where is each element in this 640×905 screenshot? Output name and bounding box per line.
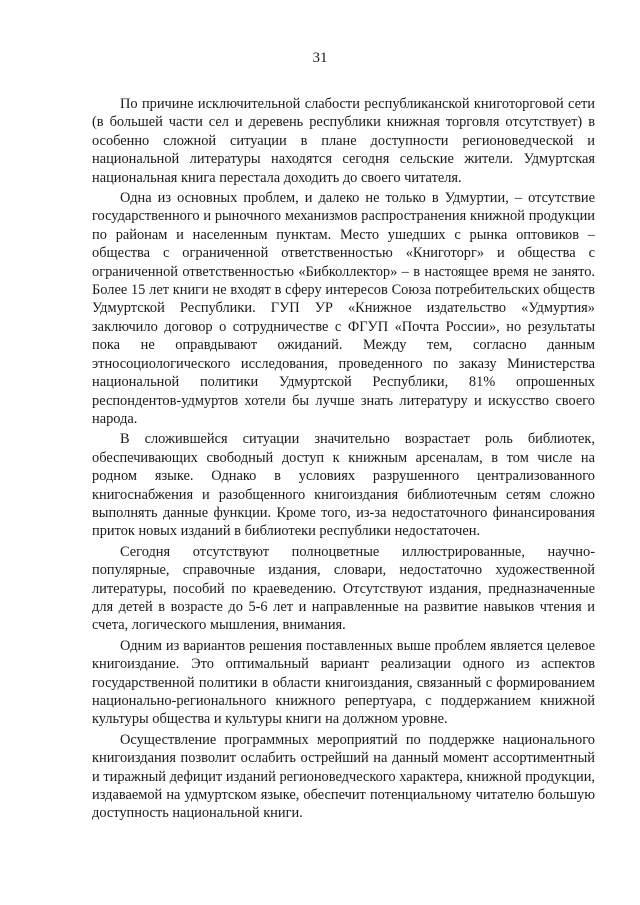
page-number: 31 (312, 50, 328, 66)
paragraph-distribution-problem: Одна из основных проблем, и далеко не только в Удмуртии, – отсутствие государственного и рыночного механизмов распространения книжной продукции по районам и населенным пунктам. Место ушедших с рынка оптовиков – общества с ограниченной ответственностью «Книготорг» и общества с ограниченной ответственностью «Бибколлектор» – в настоящее время не занято. Более 15 лет книги не входят в сферу интересов Союза потребительских обществ Удмуртской Республики. ГУП УР «Книжное издательство «Удмуртия» заключило договор о сотрудничестве с ФГУП «Почта России», но результаты пока не оправдывают ожиданий. Между тем, согласно данным этносоциологического исследования, проведенного по заказу Министерства национальной политики Удмуртской Республики, 81% опрошенных респондентов-удмуртов хотели бы лучше знать литературу и искусство своего народа. (92, 190, 595, 427)
paragraph-libraries-role: В сложившейся ситуации значительно возрастает роль библиотек, обеспечивающих свободный доступ к книжным арсеналам, в том числе на родном языке. Однако в условиях разрушенного централизованного книгоснабжения и разобщенного книгоиздания библиотечным сетям сложно выполнять данные функции. Кроме того, из-за недостаточного финансирования приток новых изданий в библиотеки республики недостаточен. (92, 431, 595, 540)
paragraph-book-trade-weakness: По причине исключительной слабости республиканской книготорговой сети (в большей части сел и деревень республики книжная торговля отсутствует) в особенно сложной ситуации в плане доступности регионоведческой и национальной литературы находятся сегодня сельские жители. Удмуртская национальная книга перестала доходить до своего читателя. (92, 96, 595, 186)
paragraph-program-outcome: Осуществление программных мероприятий по поддержке национального книгоиздания позволит ослабить острейший на данный момент ассортиментный и тиражный дефицит изданий регионоведческого характера, книжной продукции, издаваемой на удмуртском языке, обеспечит потенциальному читателю большую доступность национальной книги. (92, 731, 595, 822)
paragraph-targeted-publishing: Одним из вариантов решения поставленных выше проблем является целевое книгоиздание. Это оптимальный вариант реализации одного из аспектов государственной политики в области книгоиздания, связанный с формированием национально-регионального книжного репертуара, с поддержанием книжной культуры общества и культуры книги на должном уровне. (92, 637, 595, 728)
paragraph-missing-publications: Сегодня отсутствуют полноцветные иллюстрированные, научно-популярные, справочные издания, словари, недостаточно художественной литературы, пособий по краеведению. Отсутствуют издания, предназначенные для детей в возрасте до 5-6 лет и направленные на развитие навыков чтения и счета, логического мышления, внимания. (92, 543, 595, 634)
document-body (92, 95, 595, 825)
